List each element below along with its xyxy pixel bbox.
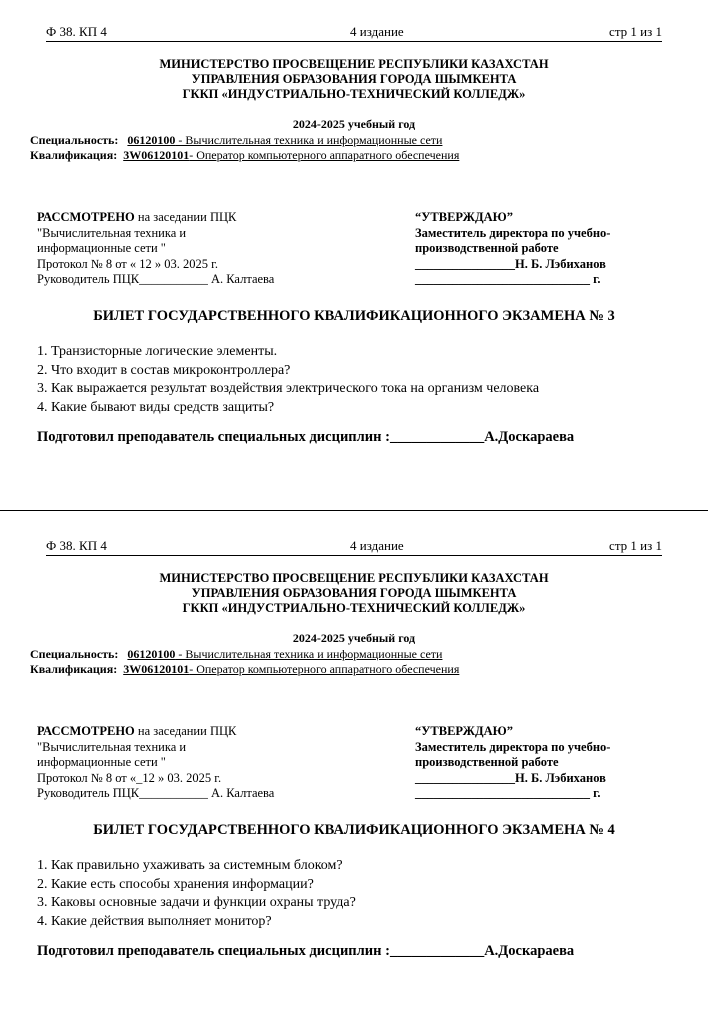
head-signature-line: Руководитель ПЦК___________ А. Калтаева — [37, 786, 275, 801]
approved-block: “УТВЕРЖДАЮ” Заместитель директора по учебно- производственной работе ________________Н. Б. Лэбиханов ____________________________ г. — [415, 210, 685, 288]
question-item: 1. Как правильно ухаживать за системным блоком? — [37, 858, 343, 873]
qualification-code: 3W06120101 — [123, 148, 190, 162]
specialty-line — [30, 647, 442, 662]
qualification-line — [30, 148, 459, 163]
question-list — [37, 343, 539, 417]
organization-block — [0, 571, 708, 616]
exam-ticket-4 — [0, 514, 708, 1024]
deputy-signature-line: ________________Н. Б. Лэбиханов — [415, 256, 606, 271]
date-line: ____________________________ г. — [415, 272, 601, 287]
specialty-label: Специальность: — [30, 647, 119, 661]
page-number: стр 1 из 1 — [609, 24, 662, 39]
academic-year: 2024-2025 учебный год — [292, 631, 416, 645]
reviewed-block: РАССМОТРЕНО на заседании ПЦК "Вычислительная техника и информационные сети " Протокол № 8 от « 12 » 03. 2025 г. Руководитель ПЦК___________ А. Калтаева — [37, 210, 367, 288]
reviewed-label: РАССМОТРЕНО — [37, 210, 135, 224]
question-list — [37, 857, 356, 931]
organization-block — [0, 57, 708, 102]
date-line: ____________________________ г. — [415, 786, 601, 801]
edition: 4 издание — [350, 24, 404, 39]
deputy-signature-line: ________________Н. Б. Лэбиханов — [415, 770, 606, 785]
specialty-code: 06120100 — [127, 133, 176, 147]
approved-block: “УТВЕРЖДАЮ” Заместитель директора по учебно- производственной работе ________________Н. Б. Лэбиханов ____________________________ г. — [415, 724, 685, 802]
specialty-label: Специальность: — [30, 133, 119, 147]
exam-ticket-3 — [0, 0, 708, 510]
qualification-name: - Оператор компьютерного аппаратного обеспечения — [189, 662, 460, 676]
college-name: ГККП «ИНДУСТРИАЛЬНО-ТЕХНИЧЕСКИЙ КОЛЛЕДЖ» — [182, 87, 526, 101]
question-item: 3. Как выражается результат воздействия электрического тока на организм человека — [37, 381, 540, 397]
specialty-name: - Вычислительная техника и информационные сети — [175, 133, 443, 147]
reviewed-label: РАССМОТРЕНО — [37, 724, 135, 738]
page-number: стр 1 из 1 — [609, 538, 662, 553]
question-item: 2. Какие есть способы хранения информации? — [37, 876, 314, 892]
qualification-label: Квалификация: — [30, 148, 118, 162]
department-name: УПРАВЛЕНИЯ ОБРАЗОВАНИЯ ГОРОДА ШЫМКЕНТА — [191, 586, 517, 600]
question-item: 1. Транзисторные логические элементы. — [37, 344, 278, 359]
page-header — [46, 538, 662, 556]
department-name: УПРАВЛЕНИЯ ОБРАЗОВАНИЯ ГОРОДА ШЫМКЕНТА — [191, 72, 517, 86]
question-item: 4. Какие действия выполняет монитор? — [37, 913, 272, 929]
question-item: 2. Что входит в состав микроконтроллера? — [37, 362, 291, 378]
reviewed-block: РАССМОТРЕНО на заседании ПЦК "Вычислительная техника и информационные сети " Протокол № 8 от «_12 » 03. 2025 г. Руководитель ПЦК___________ А. Калтаева — [37, 724, 367, 802]
page-divider — [0, 510, 708, 511]
prepared-by: Подготовил преподаватель специальных дисциплин :_____________А.Доскараева — [37, 943, 575, 959]
page-header — [46, 24, 662, 42]
prepared-by: Подготовил преподаватель специальных дисциплин :_____________А.Доскараева — [37, 429, 575, 445]
approved-label: “УТВЕРЖДАЮ” — [415, 210, 513, 224]
qualification-name: - Оператор компьютерного аппаратного обеспечения — [189, 148, 460, 162]
protocol-line: Протокол № 8 от «_12 » 03. 2025 г. — [37, 770, 222, 785]
academic-year: 2024-2025 учебный год — [292, 117, 416, 131]
approved-label: “УТВЕРЖДАЮ” — [415, 724, 513, 738]
college-name: ГККП «ИНДУСТРИАЛЬНО-ТЕХНИЧЕСКИЙ КОЛЛЕДЖ» — [182, 601, 526, 615]
ticket-title: БИЛЕТ ГОСУДАРСТВЕННОГО КВАЛИФИКАЦИОННОГО ЭКЗАМЕНА № 4 — [93, 822, 615, 838]
specialty-line — [30, 133, 442, 148]
edition: 4 издание — [350, 538, 404, 553]
specialty-code: 06120100 — [127, 647, 176, 661]
ministry-name: МИНИСТЕРСТВО ПРОСВЕЩЕНИЕ РЕСПУБЛИКИ КАЗАХСТАН — [159, 57, 549, 71]
protocol-line: Протокол № 8 от « 12 » 03. 2025 г. — [37, 256, 218, 271]
question-item: 4. Какие бывают виды средств защиты? — [37, 399, 275, 415]
form-code: Ф 38. КП 4 — [46, 538, 107, 553]
ministry-name: МИНИСТЕРСТВО ПРОСВЕЩЕНИЕ РЕСПУБЛИКИ КАЗАХСТАН — [159, 571, 549, 585]
head-signature-line: Руководитель ПЦК___________ А. Калтаева — [37, 272, 275, 287]
ticket-title: БИЛЕТ ГОСУДАРСТВЕННОГО КВАЛИФИКАЦИОННОГО ЭКЗАМЕНА № 3 — [93, 308, 615, 324]
qualification-label: Квалификация: — [30, 662, 118, 676]
question-item: 3. Каковы основные задачи и функции охраны труда? — [37, 895, 356, 911]
form-code: Ф 38. КП 4 — [46, 24, 107, 39]
qualification-code: 3W06120101 — [123, 662, 190, 676]
qualification-line — [30, 662, 459, 677]
specialty-name: - Вычислительная техника и информационные сети — [175, 647, 443, 661]
